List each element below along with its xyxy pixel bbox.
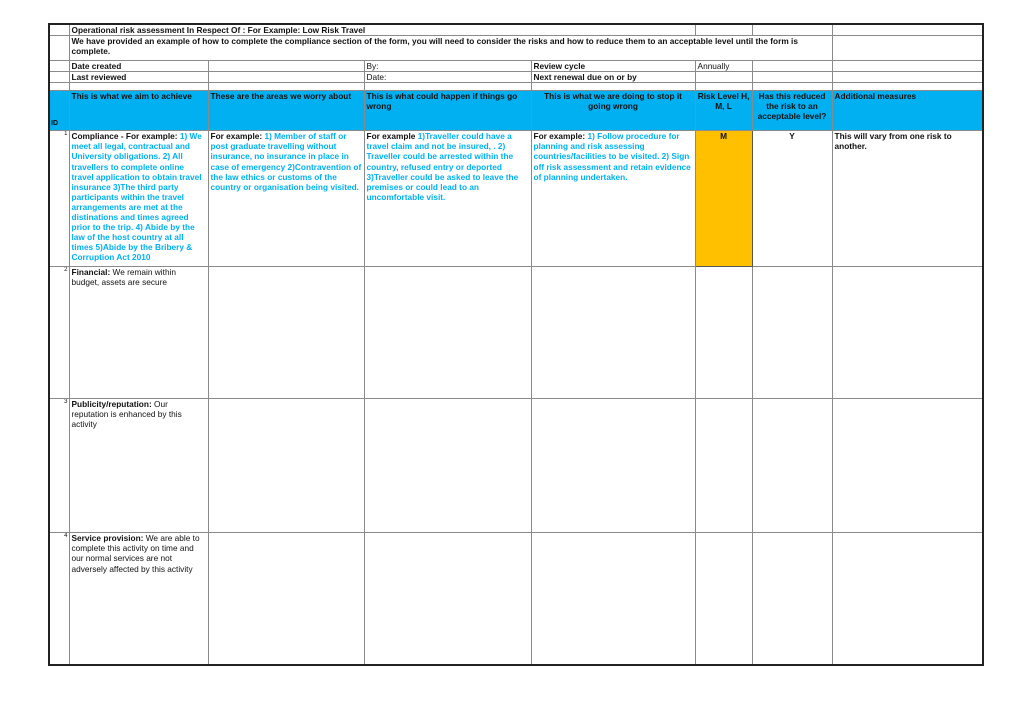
column-header-risk-level: Risk Level H, M, L [695, 91, 752, 131]
review-cycle-label: Review cycle [531, 61, 695, 72]
additional-cell[interactable] [832, 399, 983, 533]
form-intro[interactable]: We have provided an example of how to complete the compliance section of the form, you will need to consider the risks and how to reduce them to an acceptable level until the form is complete. [69, 36, 832, 61]
aim-cell[interactable] [69, 533, 208, 665]
spacer-row [49, 83, 983, 91]
risk-level-cell[interactable] [695, 267, 752, 399]
row-id: 1 [49, 131, 69, 267]
stop-cell[interactable] [531, 399, 695, 533]
additional-cell[interactable] [832, 533, 983, 665]
happen-cell[interactable] [364, 399, 531, 533]
column-header-happen: This is what could happen if things go wrong [364, 91, 531, 131]
date-created-label: Date created [69, 61, 208, 72]
stop-cell[interactable] [531, 131, 695, 267]
table-row [49, 533, 983, 665]
aim-example-text: 1) We meet all legal, contractual and University obligations. 2) All travellers to complete online travel application to obtain travel insurance 3)The third party participants within the travel arrangements are met at the distinations and times agreed prior to the trip. 4) Abide by the law of the host country at all times 5)Abide by the Bribery & Corruption Act 2010 [71, 131, 202, 263]
id-label: ID [51, 120, 58, 128]
aim-label: Service provision: [71, 533, 146, 544]
stop-cell[interactable] [531, 533, 695, 665]
risk-assessment-table [48, 23, 984, 666]
table-row [49, 267, 983, 399]
happen-label: For example [366, 131, 418, 142]
blank-cell[interactable] [752, 24, 832, 36]
risk-level-cell[interactable]: M [695, 131, 752, 267]
additional-cell[interactable] [832, 267, 983, 399]
row-id: 2 [49, 267, 69, 399]
aim-text: We are able to complete this activity on time and our normal services are not adversely affected by this activity [71, 533, 200, 574]
column-header-stop: This is what we are doing to stop it going wrong [531, 91, 695, 131]
blank-cell[interactable] [752, 72, 832, 83]
blank-cell[interactable] [49, 24, 69, 36]
column-header-aim: This is what we aim to achieve [69, 91, 208, 131]
blank-cell[interactable] [752, 61, 832, 72]
risk-level-cell[interactable] [695, 399, 752, 533]
row-id: 4 [49, 533, 69, 665]
worry-cell[interactable] [208, 267, 364, 399]
row-id: 3 [49, 399, 69, 533]
aim-label: Compliance - For example: [71, 131, 180, 142]
last-reviewed-row [49, 72, 983, 83]
date-created-field[interactable] [208, 61, 364, 72]
date-created-row [49, 61, 983, 72]
blank-cell[interactable] [832, 36, 983, 61]
happen-cell[interactable] [364, 131, 531, 267]
worry-cell[interactable] [208, 533, 364, 665]
blank-cell[interactable] [69, 83, 208, 91]
column-header-reduced: Has this reduced the risk to an acceptable level? [752, 91, 832, 131]
aim-cell[interactable] [69, 131, 208, 267]
reduced-cell[interactable] [752, 533, 832, 665]
blank-cell[interactable] [49, 72, 69, 83]
stop-label: For example: [533, 131, 588, 142]
column-header-row [49, 91, 983, 131]
last-reviewed-label: Last reviewed [69, 72, 208, 83]
column-header-additional: Additional measures [832, 91, 983, 131]
aim-cell[interactable] [69, 399, 208, 533]
aim-text: We remain within budget, assets are secure [71, 267, 177, 288]
table-row [49, 131, 983, 267]
blank-cell[interactable] [49, 36, 69, 61]
additional-cell[interactable]: This will vary from one risk to another. [832, 131, 983, 267]
aim-label: Financial: [71, 267, 113, 278]
next-renewal-field[interactable] [695, 72, 752, 83]
blank-cell[interactable] [695, 83, 752, 91]
happen-cell[interactable] [364, 533, 531, 665]
date-label: Date: [364, 72, 531, 83]
column-header-worry: These are the areas we worry about [208, 91, 364, 131]
reduced-cell[interactable]: Y [752, 131, 832, 267]
by-label: By: [364, 61, 531, 72]
title-row [49, 24, 983, 36]
blank-cell[interactable] [832, 72, 983, 83]
blank-cell[interactable] [695, 24, 752, 36]
intro-row [49, 36, 983, 61]
column-header-id [49, 91, 69, 131]
blank-cell[interactable] [49, 61, 69, 72]
aim-text: Our reputation is enhanced by this activity [71, 399, 182, 430]
risk-level-cell[interactable] [695, 533, 752, 665]
last-reviewed-field[interactable] [208, 72, 364, 83]
worry-cell[interactable] [208, 131, 364, 267]
aim-label: Publicity/reputation: [71, 399, 155, 410]
reduced-cell[interactable] [752, 399, 832, 533]
blank-cell[interactable] [752, 83, 832, 91]
reduced-cell[interactable] [752, 267, 832, 399]
blank-cell[interactable] [49, 83, 69, 91]
aim-cell[interactable] [69, 267, 208, 399]
worry-label: For example: [210, 131, 265, 142]
blank-cell[interactable] [832, 61, 983, 72]
stop-example-text: 1) Follow procedure for planning and risk assessing countries/facilities to be visited. 2) Sign off risk assessment and retain evidence of planning undertaken. [533, 131, 691, 182]
worry-cell[interactable] [208, 399, 364, 533]
review-cycle-field[interactable]: Annually [695, 61, 752, 72]
next-renewal-label: Next renewal due on or by [531, 72, 695, 83]
blank-cell[interactable] [364, 83, 531, 91]
happen-cell[interactable] [364, 267, 531, 399]
blank-cell[interactable] [832, 83, 983, 91]
form-title[interactable]: Operational risk assessment In Respect Of : For Example: Low Risk Travel [69, 24, 695, 36]
blank-cell[interactable] [832, 24, 983, 36]
worry-example-text: 1) Member of staff or post graduate travelling without insurance, no insurance in place in case of emergency 2)Contravention of the law ethics or customs of the country or organisation being visited. [210, 131, 362, 192]
happen-example-text: 1)Traveller could have a travel claim and not be insured, . 2) Traveller could be arrested within the country, refused entry or deported 3)Traveller could be asked to leave the premises or could lead to an uncomfortable visit. [366, 131, 519, 202]
blank-cell[interactable] [208, 83, 364, 91]
blank-cell[interactable] [531, 83, 695, 91]
table-row [49, 399, 983, 533]
stop-cell[interactable] [531, 267, 695, 399]
